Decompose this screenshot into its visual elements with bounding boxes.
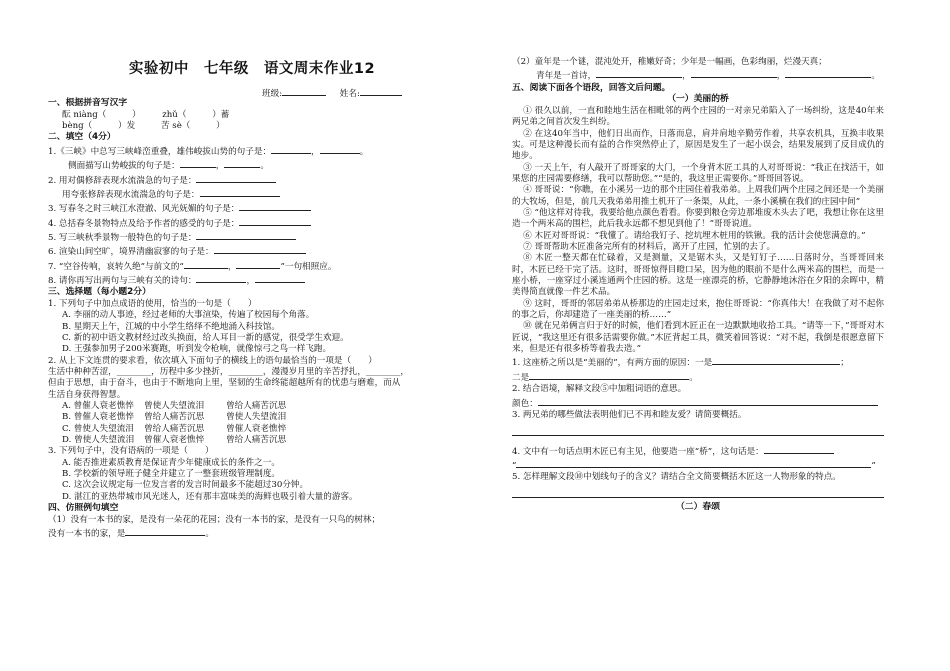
paragraph-7: ⑦ 哥哥帮助木匠准备完所有的材料后，离开了庄园，忙别的去了。 (523, 242, 776, 253)
reading-q1b: 二是 。 (512, 370, 884, 384)
paragraph-5: ⑤ “他这样对待我，我要给他点颜色看看。你要到粮仓旁边那堆废木头去了吧，我想让你在这里造一个两米高的围栏，此后我永远都不想见到他了！”哥哥说道。 (512, 208, 884, 230)
blank[interactable] (516, 458, 871, 468)
mc-q1-c: C. 新的初中语文教材经过改头换面，给人耳目一新的感觉，很受学生欢迎。 (62, 332, 349, 343)
blank[interactable] (239, 201, 311, 211)
mc-q3-c: C. 这次会议规定每一位发言者的发言时间最多不能超过30分钟。 (62, 480, 309, 491)
mc-q1-a: A. 李丽的动人事迹，经过老师的大事渲染，传遍了校园每个角落。 (62, 310, 315, 321)
blank[interactable] (196, 273, 246, 283)
paragraph-10: ⑩ 就在兄弟俩言归于好的时候，他们看到木匠正在一边默默地收拾工具。“请等一下，”哥哥对木匠说，“我这里还有很多活需要你做。”木匠背起工具，微笑着回答说：“对不起，我倒是很愿意留下来，但是还有很多桥等着我去造。” (512, 321, 884, 355)
fill-q7: 7. “空谷传响，哀转久绝”与前文的“ ， ”一句相照应。 (48, 259, 456, 273)
fill-q6: 6. 渲染山间空旷，境界清幽寂寥的句子是： (48, 244, 456, 258)
blank[interactable] (596, 68, 682, 78)
fill-q3: 3. 写春冬之时三峡江水澄澈、风光妩媚的句子是： (48, 201, 456, 215)
pinyin-row-2: bèng（ ）发 苦 sè（ ） (62, 120, 225, 131)
class-label: 班级: (262, 89, 283, 99)
reading-q3-answer-line[interactable] (512, 425, 884, 440)
mc-q3-a: A. 能否推进素质教育是保证青少年健康成长的条件之一。 (62, 457, 280, 468)
section-4-heading: 四、仿照例句填空 (48, 503, 119, 514)
reading-q3: 3. 两兄弟的哪些做法表明他们已不再和睦友爱？请简要概括。 (512, 409, 747, 420)
blank[interactable] (200, 187, 280, 197)
imitate-q1b: 没有一本书的家，是 。 (48, 526, 456, 540)
name-blank[interactable] (360, 86, 402, 96)
mc-q2-passage-3: 生活自身获得智慧。 (48, 389, 126, 400)
right-column (512, 57, 884, 514)
blank[interactable] (538, 396, 878, 406)
fill-q1b: 侧面描写山势峻拔的句子是： ， 。 (48, 158, 456, 172)
imitate-q2b: 青年是一首诗， ， ， 。 (512, 68, 884, 82)
section-5-heading: 五、阅读下面各个语段，回答文后问题。 (512, 82, 671, 93)
mc-q3: 3. 下列句子中，没有语病的一项是（ ） (48, 446, 214, 457)
paragraph-4: ④ 哥哥说：“你瞧，在小溪另一边的那个庄园住着我弟弟。上周我们两个庄园之间还是一个美丽的大牧场，但是，前几天我弟弟用推土机开了一条渠，从此，一条小溪横在我们的庄园中间” (512, 185, 884, 207)
fill-q5: 5. 写三峡秋季景物一般特色的句子是： (48, 230, 456, 244)
mc-q2-passage-2: 但由于思想，由于奋斗，也由于不断地向上里，坚韧的生命终能超越所有的忧患与磨难，而从 (48, 378, 401, 389)
paragraph-9: ⑨ 这时，哥哥的邻居弟弟从桥那边的庄园走过来，抱住哥哥说：“你真伟大！在我做了对不起你的事之后，你却建造了一座美丽的桥……” (512, 298, 884, 321)
fill-q2b: 用夸张修辞表现水流湍急的句子是： (48, 187, 456, 201)
paragraph-6: ⑥ 木匠对哥哥说：“我懂了。请给我钉子、挖坑埋木桩用的铁锹。我的活计会使您满意的。” (523, 230, 866, 241)
blank[interactable] (180, 158, 216, 168)
reading-q4b: “ ” (512, 458, 884, 472)
blank[interactable] (196, 173, 276, 183)
blank[interactable] (271, 144, 311, 154)
blank[interactable] (239, 216, 311, 226)
reading-q2b: 颜色： (512, 396, 884, 410)
mc-q2-option-b: B. 曾催人衰老憔悴 曾给人痛苦沉思 曾使人失望流泪 (62, 412, 287, 423)
mc-q2-option-a: A. 曾催人衰老憔悴 曾使人失望流泪 曾给人痛苦沉思 (62, 401, 287, 412)
blank[interactable] (224, 158, 260, 168)
reading-q5: 5. 怎样理解文段⑩中划线句子的含义？请结合全文简要概括木匠这一人物形象的特点。 (512, 472, 841, 483)
section-3-heading: 三、选择题（每小题2分） (48, 287, 151, 298)
blank[interactable] (214, 244, 306, 254)
blank[interactable] (196, 230, 296, 240)
page-title: 实验初中 七年级 语文周末作业12 (128, 61, 376, 77)
mc-q1-d: D. 王强参加男子200米赛跑，听到发令枪响，就像惊弓之鸟一样飞跑。 (62, 344, 332, 355)
mc-q2: 2. 从上下文连贯的要求看，依次填入下面句子的横线上的语句最恰当的一项是（ ） (48, 355, 377, 366)
paragraph-3: ③ 一天上午，有人敲开了哥哥家的大门，一个身背木匠工具的人对哥哥说：“我正在找活干，如果您的庄园需要修缮，我可以帮助您。”“是的，我这里正需要你。”哥哥回答说。 (512, 162, 884, 184)
paragraph-1: ① 很久以前，一直和睦地生活在相毗邻的两个庄园的一对亲兄弟陷入了一场纠纷，这是40年来两兄弟之间首次发生纠纷。 (512, 105, 884, 128)
name-label: 姓名: (339, 89, 360, 99)
mc-q1-b: B. 星期天上午，江城的中小学生络绎不绝地涌入科技馆。 (62, 321, 281, 332)
passage-1-title: （一）美丽的桥 (667, 94, 729, 105)
mc-q3-b: B. 学校新的领导班子健全并建立了一整套班级管理制度。 (62, 469, 281, 480)
fill-q1a: 1.《三峡》中总写三峡峰峦重叠，雄伟峻拔山势的句子是： ， 。 (48, 144, 456, 158)
pinyin-row-1: 酝 niàng（ ） zhǔ（ ）蓄 (62, 109, 230, 120)
mc-q2-option-d: D. 曾使人失望流泪 曾催人衰老憔悴 曾给人痛苦沉思 (62, 435, 287, 446)
blank[interactable] (320, 144, 360, 154)
section-2-heading: 二、填空（4分） (48, 132, 116, 143)
blank[interactable] (691, 68, 777, 78)
section-1-heading: 一、根据拼音写汉字 (48, 98, 128, 108)
paragraph-8: ⑧ 木匠一整天都在忙碌着，又是测量，又是锯木头，又是钉钉子……日落时分，当哥哥回来时，木匠已经干完了活。这时，哥哥惊得目瞪口呆，因为他的眼前不是什么两米高的围栏，而是一座小桥，一座穿过小溪连通两个庄园的桥。这是一座漂亮的桥，它静静地沐浴在夕阳的余晖中，精美得简直就像一件艺术品。 (512, 253, 884, 298)
fill-q2a: 2. 用对偶修辞表现水流湍急的句子是： (48, 173, 456, 187)
reading-q5-answer-line[interactable] (512, 487, 884, 502)
reading-q1: 1. 这座桥之所以是“美丽的”，有两方面的原因：一是 ； (512, 355, 884, 369)
blank[interactable] (255, 273, 305, 283)
class-blank[interactable] (282, 86, 326, 96)
blank[interactable] (529, 370, 689, 380)
blank[interactable] (764, 444, 834, 454)
paragraph-2: ② 在这40年当中，他们日出而作，日落而息，肩并肩地辛勤劳作着，共享农机具，互换丰收果实。可是这种漫长而有益的合作突然停止了，原因是发生了一起小误会，结果发展到了反目成仇的地步。 (512, 128, 884, 162)
blank[interactable] (712, 355, 840, 365)
imitate-q1a: （1）没有一本书的家，是没有一朵花的花园；没有一本书的家，是没有一只鸟的树林； (48, 514, 381, 525)
blank[interactable] (125, 526, 205, 536)
reading-q4: 4. 文中有一句话点明木匠已有主见，他要造一座“桥”，这句话是： (512, 444, 884, 458)
left-column (48, 98, 456, 540)
reading-q2: 2. 结合语境，解释文段⑤中加粗词语的意思。 (512, 384, 687, 395)
fill-q4: 4. 总括春冬景物特点及给予作者的感受的句子是： (48, 216, 456, 230)
fill-q8: 8. 请你再写出两句与三峡有关的诗句： ， (48, 273, 456, 287)
mc-q3-d: D. 湛江的亚热带城市风光迷人，还有那丰富味美的海鲜也吸引着大量的游客。 (62, 491, 358, 502)
mc-q2-option-c: C. 曾使人失望流泪 曾给人痛苦沉思 曾催人衰老憔悴 (62, 423, 287, 434)
mc-q1: 1. 下列句子中加点成语的使用，恰当的一句是（ ） (48, 298, 257, 309)
imitate-q2a: （2）童年是一个谜，混沌处开，稚嫩好奇；少年是一幅画，色彩绚丽，烂漫天真； (512, 57, 827, 67)
passage-2-title: （二）春颂 (676, 501, 720, 512)
blank[interactable] (184, 259, 228, 269)
blank[interactable] (236, 259, 280, 269)
mc-q2-passage-1: 生活中种种苦涩，________，历程中多少挫折，________，漫漫岁月里的辛苦抒扎，________， (48, 367, 409, 378)
blank[interactable] (785, 68, 871, 78)
